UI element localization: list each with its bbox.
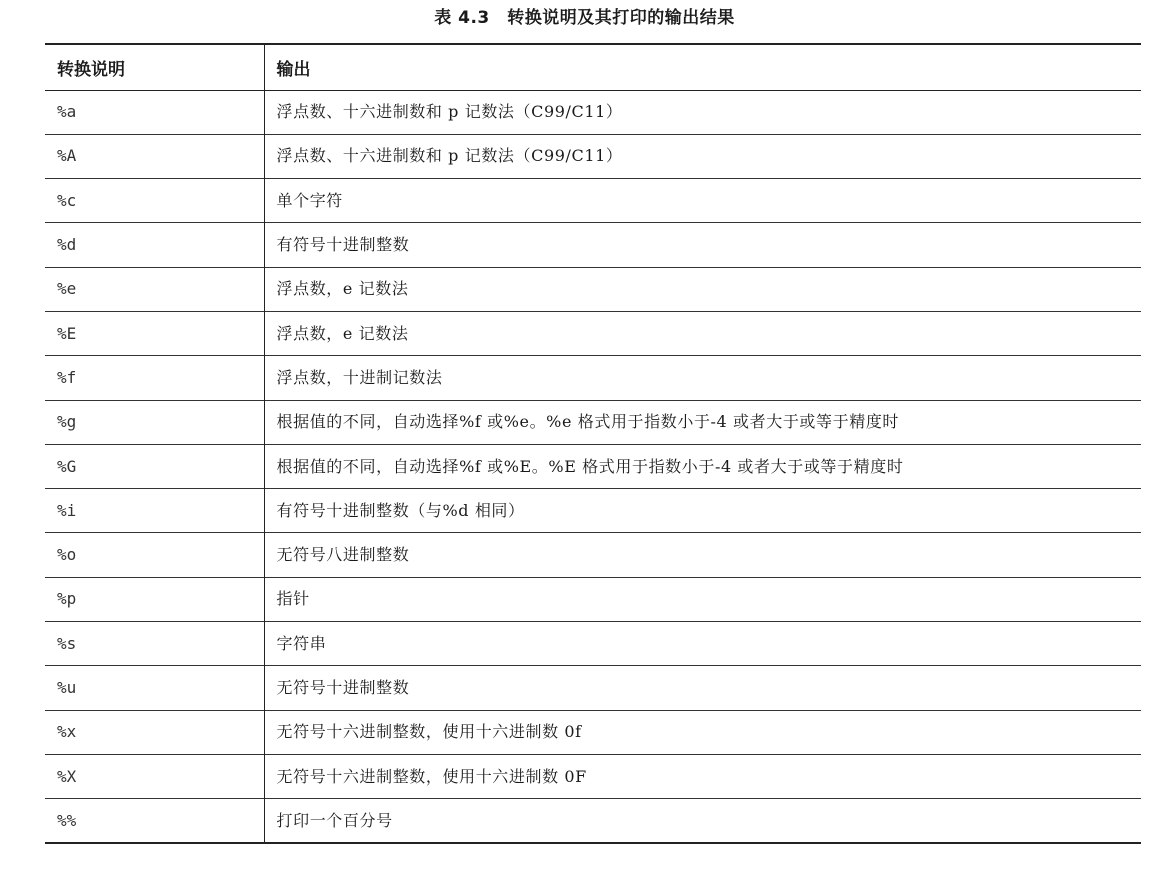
conversion-spec-cell: %c bbox=[57, 190, 77, 210]
table-body bbox=[45, 90, 1141, 843]
header-output: 输出 bbox=[264, 44, 1141, 90]
table-row bbox=[45, 311, 1141, 355]
conversion-spec-cell: %% bbox=[57, 810, 77, 830]
conversion-spec-cell: %A bbox=[57, 146, 77, 166]
table-row bbox=[45, 267, 1141, 311]
table-row bbox=[45, 666, 1141, 710]
table-row bbox=[45, 223, 1141, 267]
conversion-spec-cell: %g bbox=[57, 412, 77, 432]
conversion-spec-cell: %E bbox=[57, 323, 77, 343]
output-description-cell: 单个字符 bbox=[264, 179, 1141, 223]
output-description-cell: 根据值的不同，自动选择%f 或%e。%e 格式用于指数小于-4 或者大于或等于精度时 bbox=[264, 400, 1141, 444]
conversion-spec-cell: %u bbox=[57, 678, 77, 697]
output-description-cell: 无符号十六进制整数，使用十六进制数 0f bbox=[264, 710, 1141, 754]
table-row bbox=[45, 754, 1141, 798]
output-description-cell: 浮点数、十六进制数和 p 记数法（C99/C11） bbox=[264, 90, 1141, 134]
output-description-cell: 有符号十进制整数（与%d 相同） bbox=[264, 489, 1141, 533]
conversion-specifier-table bbox=[45, 43, 1141, 844]
table-row bbox=[45, 622, 1141, 666]
table-row bbox=[45, 400, 1141, 444]
conversion-spec-cell: %G bbox=[57, 456, 77, 476]
table-header bbox=[45, 44, 1141, 90]
output-description-cell: 浮点数，e 记数法 bbox=[264, 267, 1141, 311]
conversion-spec-cell: %i bbox=[57, 500, 77, 520]
output-description-cell: 字符串 bbox=[264, 622, 1141, 666]
output-description-cell: 有符号十进制整数 bbox=[264, 223, 1141, 267]
table-row bbox=[45, 577, 1141, 621]
conversion-spec-cell: %s bbox=[57, 633, 77, 653]
conversion-spec-cell: %f bbox=[57, 367, 77, 387]
conversion-spec-cell: %x bbox=[57, 722, 77, 742]
table-row bbox=[45, 179, 1141, 223]
output-description-cell: 无符号八进制整数 bbox=[264, 533, 1141, 577]
table-row bbox=[45, 799, 1141, 843]
table-row bbox=[45, 356, 1141, 400]
conversion-spec-cell: %d bbox=[57, 235, 77, 255]
output-description-cell: 浮点数，e 记数法 bbox=[264, 311, 1141, 355]
output-description-cell: 无符号十进制整数 bbox=[264, 666, 1141, 710]
conversion-table-container bbox=[45, 43, 1141, 844]
output-description-cell: 指针 bbox=[264, 577, 1141, 621]
table-row bbox=[45, 710, 1141, 754]
conversion-spec-cell: %o bbox=[57, 545, 77, 565]
table-row bbox=[45, 533, 1141, 577]
conversion-spec-cell: %X bbox=[57, 766, 77, 786]
header-row bbox=[45, 44, 1141, 90]
table-row bbox=[45, 134, 1141, 178]
table-row bbox=[45, 489, 1141, 533]
output-description-cell: 浮点数，十进制记数法 bbox=[264, 356, 1141, 400]
header-conversion-spec: 转换说明 bbox=[57, 59, 125, 80]
conversion-spec-cell: %a bbox=[57, 102, 77, 122]
table-row bbox=[45, 90, 1141, 134]
table-row bbox=[45, 444, 1141, 488]
conversion-spec-cell: %e bbox=[57, 279, 77, 299]
output-description-cell: 根据值的不同，自动选择%f 或%E。%E 格式用于指数小于-4 或者大于或等于精度时 bbox=[264, 444, 1141, 488]
output-description-cell: 无符号十六进制整数，使用十六进制数 0F bbox=[264, 754, 1141, 798]
conversion-spec-cell: %p bbox=[57, 589, 77, 609]
table-caption: 表 4.3 转换说明及其打印的输出结果 bbox=[434, 8, 735, 28]
output-description-cell: 浮点数、十六进制数和 p 记数法（C99/C11） bbox=[264, 134, 1141, 178]
output-description-cell: 打印一个百分号 bbox=[264, 799, 1141, 843]
